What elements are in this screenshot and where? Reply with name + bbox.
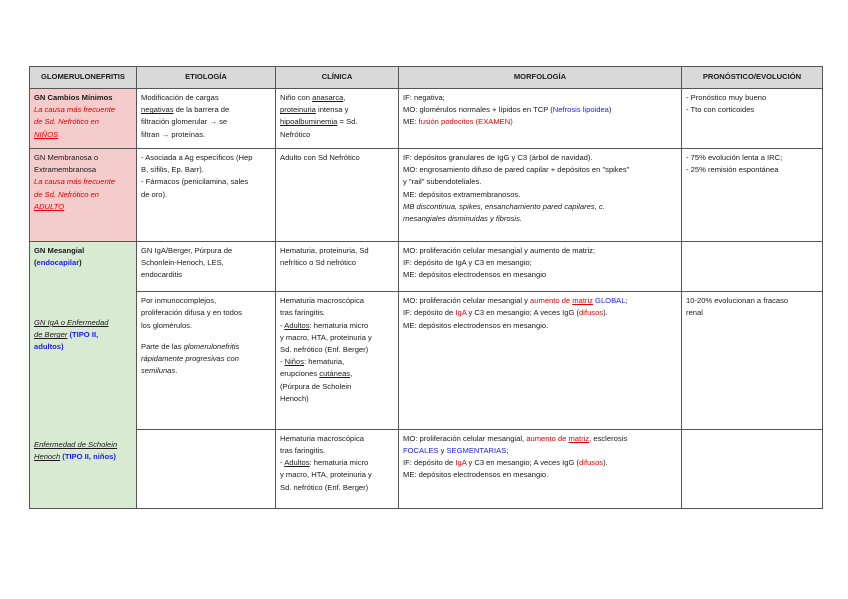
text-span: MO: glomérulos normales + lípidos en TCP ( <box>403 105 553 115</box>
disease-cell-cambios-minimos <box>30 89 137 149</box>
disease-name: GN IgA o Enfermedad <box>34 318 109 327</box>
text-span: Henoch <box>34 452 61 462</box>
text-span: . <box>175 366 178 376</box>
text-span: ME: <box>403 117 419 127</box>
text-span: matriz <box>568 433 590 443</box>
text-line: de oro). <box>141 189 168 199</box>
text-span: negativas <box>141 105 174 115</box>
text-span: IF: depósito de <box>403 458 456 468</box>
text-span: Niño con <box>280 93 313 102</box>
text-span: , <box>343 93 346 102</box>
text-span: Parte de las <box>141 341 184 351</box>
text-line: ME: depósitos electrodensos en mesangio. <box>403 320 549 330</box>
text-line: Hematuria, proteinuria, Sd <box>280 246 369 255</box>
text-span: - <box>280 458 285 468</box>
text-line: - Tto con corticoides <box>686 105 755 115</box>
disease-note: NIÑOS <box>34 129 59 139</box>
text-span: : hematuria micro <box>309 320 369 330</box>
text-line: proliferación difusa y en todos <box>141 308 242 318</box>
disease-cell-mesangial <box>30 242 137 509</box>
text-line: ME: depósitos electrodensos en mesangio. <box>403 470 549 480</box>
morfologia-cell <box>399 89 682 149</box>
disease-name: GN Cambios Mínimos <box>34 93 113 102</box>
text-span: (TIPO II, niños) <box>60 452 116 462</box>
text-line: IF: negativa; <box>403 93 445 102</box>
text-span: : hematuria, <box>304 357 345 367</box>
text-span: = Sd. <box>337 117 358 127</box>
header-clinica: CLÍNICA <box>276 67 399 89</box>
text-line: IF: depósitos granulares de IgG y C3 (árbol de navidad). <box>403 153 593 162</box>
text-line: y macro, HTA, proteinuria y <box>280 332 372 342</box>
text-span: IF: depósito de <box>403 308 456 318</box>
text-span: anasarca <box>312 93 344 102</box>
clinica-cell <box>276 242 399 292</box>
disease-name: GN Mesangial <box>34 246 85 255</box>
etiologia-cell <box>137 292 276 430</box>
header-etiologia: ETIOLOGÍA <box>137 67 276 89</box>
table-row <box>30 292 823 430</box>
clinica-cell <box>276 429 399 508</box>
morfologia-cell <box>399 242 682 292</box>
text-line: rápidamente progresivas con <box>141 354 239 363</box>
clinica-cell <box>276 89 399 149</box>
disease-note: ADULTO <box>34 201 65 211</box>
text-span: MO: proliferación celular mesangial, <box>403 433 527 443</box>
text-line: filtran → proteínas. <box>141 129 206 139</box>
text-line: ME: depósitos extramembranosos. <box>403 189 521 199</box>
text-line: Adulto con Sd Nefrótico <box>280 153 360 162</box>
text-span: ) <box>608 105 612 115</box>
text-line: Hematuria macroscópica <box>280 433 364 443</box>
header-row <box>30 67 823 89</box>
text-line: GN IgA/Berger, Púrpura de <box>141 246 233 255</box>
text-span: de Berger <box>34 330 68 340</box>
text-span: semilunas <box>141 366 176 376</box>
text-span: ). <box>603 458 608 468</box>
pronostico-cell <box>682 242 823 292</box>
text-line: Hematuria macroscópica <box>280 296 364 306</box>
text-line: (Púrpura de Scholein <box>280 381 352 391</box>
text-line: - 75% evolución lenta a IRC; <box>686 153 783 162</box>
disease-cell-membranosa <box>30 149 137 242</box>
text-span: Nefrosis lipoidea <box>552 105 609 115</box>
text-span: ). <box>603 308 608 318</box>
morfologia-cell <box>399 149 682 242</box>
disease-note: de Sd. Nefrótico en <box>34 117 100 127</box>
text-line: MO: proliferación celular mesangial y aumento de matriz; <box>403 246 596 255</box>
text-span: glomerulonefritis <box>183 341 240 351</box>
text-span: GLOBAL <box>592 296 626 306</box>
table-row <box>30 429 823 508</box>
text-span: proteinuria <box>280 105 316 115</box>
pronostico-cell <box>682 292 823 430</box>
text-span: difusos <box>579 458 604 468</box>
text-span: IgA <box>455 308 467 318</box>
table-row <box>30 242 823 292</box>
text-span: MO: proliferación celular mesangial y <box>403 296 531 306</box>
text-span: ; <box>506 445 509 455</box>
text-span: Adultos <box>284 320 310 330</box>
text-span: matriz <box>572 296 593 306</box>
text-span: intensa y <box>315 105 349 115</box>
text-span: fusión podocitos (EXAMEN) <box>418 117 513 127</box>
clinica-cell <box>276 292 399 430</box>
disease-name: adultos) <box>34 342 64 352</box>
disease-name: Extramembranosa <box>34 165 97 175</box>
text-span: , esclerosis <box>589 433 628 443</box>
text-line: tras faringitis. <box>280 308 326 318</box>
disease-note: de Sd. Nefrótico en <box>34 189 100 199</box>
text-span: y <box>438 445 447 455</box>
disease-note: La causa más frecuente <box>34 105 116 115</box>
text-span: ( <box>34 258 37 268</box>
pronostico-cell <box>682 89 823 149</box>
text-line: - Fármacos (penicilamina, sales <box>141 177 249 187</box>
text-line: Sd. nefrótico (Enf. Berger) <box>280 345 369 354</box>
text-span: Adultos <box>284 458 310 468</box>
text-line: 10-20% evolucionan a fracaso <box>686 296 789 306</box>
header-morfologia: MORFOLOGÍA <box>399 67 682 89</box>
text-line: - Asociada a Ag específicos (Hep <box>141 153 253 162</box>
text-line: Modificación de cargas <box>141 93 219 102</box>
disease-name: Enfermedad de Scholein <box>34 440 118 449</box>
text-span: cutáneas <box>319 369 351 379</box>
text-line: Sd. nefrótico (Enf. Berger) <box>280 482 369 492</box>
disease-note: La causa más frecuente <box>34 177 116 187</box>
table-row <box>30 149 823 242</box>
text-line: Nefrótico <box>280 129 311 139</box>
text-line: Por inmunocomplejos, <box>141 296 217 306</box>
text-line: endocarditis <box>141 270 182 280</box>
text-line: Henoch) <box>280 393 309 403</box>
text-line: y "rail" subendoteliales. <box>403 177 482 187</box>
text-span: (TIPO II, <box>67 330 99 340</box>
etiologia-cell <box>137 89 276 149</box>
text-span: y C3 en mesangio; A veces IgG ( <box>466 458 580 468</box>
text-span: : hematuria micro <box>309 458 369 468</box>
text-line: mesangiales disminuidas y fibrosis. <box>403 214 523 224</box>
pronostico-cell <box>682 149 823 242</box>
clinica-cell <box>276 149 399 242</box>
text-line: nefrítico o Sd nefrótico <box>280 258 356 268</box>
text-line: los glomérulos. <box>141 320 193 330</box>
table-row <box>30 89 823 149</box>
text-span: erupciones <box>280 369 320 379</box>
text-line: Schonlein-Henoch, LES, <box>141 258 224 268</box>
text-line: filtración glomerular → se <box>141 117 228 127</box>
text-line: - 25% remisión espontánea <box>686 165 779 175</box>
text-span: y C3 en mesangio; A veces IgG ( <box>466 308 580 318</box>
pronostico-cell <box>682 429 823 508</box>
text-line: y macro, HTA, proteinuria y <box>280 470 372 480</box>
disease-name: GN Membranosa o <box>34 153 99 162</box>
text-line: IF: depósito de IgA y C3 en mesangio; <box>403 258 532 268</box>
text-span: ) <box>79 258 82 268</box>
text-span: de la barrera de <box>173 105 230 115</box>
text-line: MB discontinua, spikes, ensanchamiento pared capilares, c. <box>403 201 605 211</box>
text-span: - <box>280 357 285 367</box>
text-line: renal <box>686 308 703 318</box>
text-span: endocapilar <box>36 258 80 268</box>
text-line: B, sífilis, Ep. Barr). <box>141 165 204 175</box>
disease-cell-scholein <box>34 439 132 463</box>
etiologia-cell <box>137 242 276 292</box>
header-glomerulonefritis: GLOMERULONEFRITIS <box>30 67 137 89</box>
text-line: MO: engrosamiento difuso de pared capilar + depósitos en "spikes" <box>403 165 630 175</box>
morfologia-cell <box>399 429 682 508</box>
disease-cell-iga <box>34 317 132 354</box>
text-span: aumento de <box>526 433 569 443</box>
etiologia-cell <box>137 149 276 242</box>
text-line: ME: depósitos electrodensos en mesangio <box>403 270 547 280</box>
text-span: hipoalbuminemia <box>280 117 338 127</box>
text-span: difusos <box>579 308 604 318</box>
morfologia-cell <box>399 292 682 430</box>
text-line: - Pronóstico muy bueno <box>686 93 767 102</box>
etiologia-cell <box>137 429 276 508</box>
text-span: IgA <box>455 458 467 468</box>
glomerulonefritis-table <box>29 66 823 509</box>
text-span: , <box>350 369 353 379</box>
text-span: - <box>280 320 285 330</box>
text-span: aumento de <box>530 296 573 306</box>
text-line: tras faringitis. <box>280 445 326 455</box>
text-span: ; <box>625 296 628 306</box>
text-span: Niños <box>284 357 305 367</box>
text-span: FOCALES <box>403 445 439 455</box>
text-span: SEGMENTARIAS <box>446 445 507 455</box>
header-pronostico: PRONÓSTICO/EVOLUCIÓN <box>682 67 823 89</box>
